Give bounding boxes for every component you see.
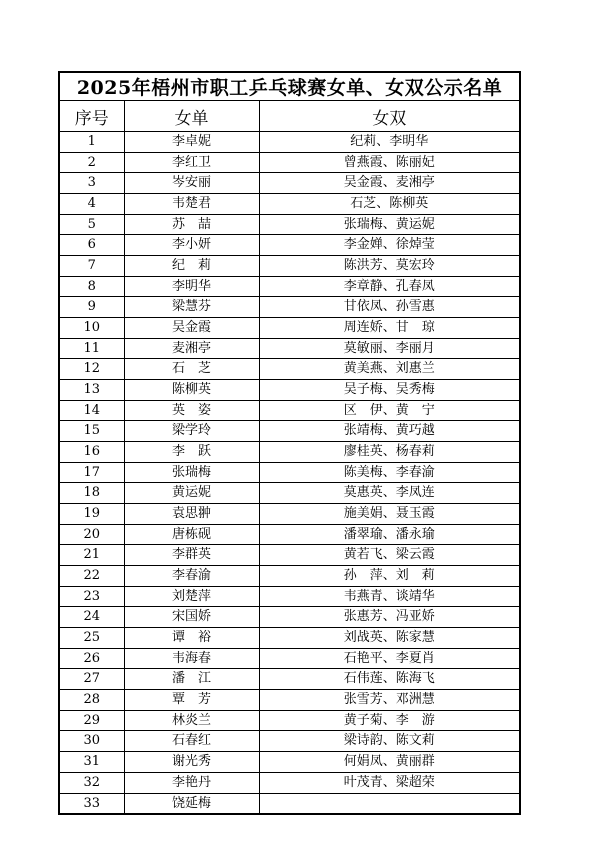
- doubles-pair: 梁诗韵、陈文莉: [259, 731, 520, 752]
- singles-name: 李群英: [124, 545, 259, 566]
- singles-name: 韦楚君: [124, 194, 259, 215]
- row-number: 7: [59, 256, 124, 277]
- doubles-pair: 叶茂青、梁超荣: [259, 772, 520, 793]
- row-number: 8: [59, 276, 124, 297]
- singles-name: 麦湘亭: [124, 338, 259, 359]
- table-row: [59, 504, 520, 525]
- row-number: 10: [59, 318, 124, 339]
- table-row: [59, 297, 520, 318]
- table-row: [59, 648, 520, 669]
- table-row: [59, 152, 520, 173]
- row-number: 22: [59, 566, 124, 587]
- doubles-pair: 吴金霞、麦湘亭: [259, 173, 520, 194]
- doubles-pair: 黄子菊、李 游: [259, 710, 520, 731]
- row-number: 1: [59, 132, 124, 153]
- table-title-row: [59, 72, 520, 101]
- table-row: [59, 421, 520, 442]
- doubles-pair: 施美娟、聂玉霞: [259, 504, 520, 525]
- doubles-pair: 莫惠英、李凤连: [259, 483, 520, 504]
- row-number: 6: [59, 235, 124, 256]
- singles-name: 潘 江: [124, 669, 259, 690]
- doubles-pair: 廖桂英、杨春莉: [259, 442, 520, 463]
- doubles-pair: 区 伊、黄 宁: [259, 400, 520, 421]
- row-number: 29: [59, 710, 124, 731]
- doubles-pair: 周连娇、甘 琼: [259, 318, 520, 339]
- table-row: [59, 586, 520, 607]
- table-row: [59, 442, 520, 463]
- singles-name: 石 芝: [124, 359, 259, 380]
- doubles-pair: 张靖梅、黄巧越: [259, 421, 520, 442]
- doubles-pair: 张惠芳、冯亚娇: [259, 607, 520, 628]
- doubles-pair: 甘依凤、孙雪惠: [259, 297, 520, 318]
- table-row: [59, 566, 520, 587]
- row-number: 21: [59, 545, 124, 566]
- doubles-pair: 石芝、陈柳英: [259, 194, 520, 215]
- singles-name: 谭 裕: [124, 628, 259, 649]
- singles-name: 梁慧芬: [124, 297, 259, 318]
- doubles-pair: 张雪芳、邓洲慧: [259, 690, 520, 711]
- table-row: [59, 690, 520, 711]
- doubles-pair: 刘战英、陈家慧: [259, 628, 520, 649]
- singles-name: 黄运妮: [124, 483, 259, 504]
- doubles-pair: 纪莉、李明华: [259, 132, 520, 153]
- table-row: [59, 132, 520, 153]
- row-number: 12: [59, 359, 124, 380]
- singles-name: 林炎兰: [124, 710, 259, 731]
- row-number: 18: [59, 483, 124, 504]
- doubles-pair: 潘翠瑜、潘永瑜: [259, 524, 520, 545]
- doubles-pair: 吴子梅、吴秀梅: [259, 380, 520, 401]
- row-number: 28: [59, 690, 124, 711]
- singles-name: 李明华: [124, 276, 259, 297]
- singles-name: 张瑞梅: [124, 462, 259, 483]
- doubles-pair: [259, 793, 520, 814]
- doubles-pair: 黄美燕、刘惠兰: [259, 359, 520, 380]
- table-row: [59, 256, 520, 277]
- table-row: [59, 628, 520, 649]
- singles-name: 苏 喆: [124, 214, 259, 235]
- row-number: 27: [59, 669, 124, 690]
- row-number: 24: [59, 607, 124, 628]
- singles-name: 韦海春: [124, 648, 259, 669]
- roster-table: [58, 71, 521, 815]
- row-number: 4: [59, 194, 124, 215]
- doubles-pair: 张瑞梅、黄运妮: [259, 214, 520, 235]
- row-number: 13: [59, 380, 124, 401]
- table-row: [59, 669, 520, 690]
- singles-name: 李艳丹: [124, 772, 259, 793]
- table-row: [59, 338, 520, 359]
- table-row: [59, 276, 520, 297]
- row-number: 14: [59, 400, 124, 421]
- row-number: 26: [59, 648, 124, 669]
- singles-name: 宋国娇: [124, 607, 259, 628]
- row-number: 15: [59, 421, 124, 442]
- doubles-pair: 石伟莲、陈海飞: [259, 669, 520, 690]
- doubles-pair: 李金婵、徐焯莹: [259, 235, 520, 256]
- singles-name: 李卓妮: [124, 132, 259, 153]
- row-number: 19: [59, 504, 124, 525]
- doubles-pair: 陈美梅、李春渝: [259, 462, 520, 483]
- row-number: 33: [59, 793, 124, 814]
- doubles-pair: 何娟凤、黄丽群: [259, 752, 520, 773]
- table-title: 2025年梧州市职工乒乓球赛女单、女双公示名单: [59, 72, 520, 101]
- column-header-doubles: 女双: [259, 101, 520, 132]
- singles-name: 李红卫: [124, 152, 259, 173]
- doubles-pair: 莫敏丽、李丽月: [259, 338, 520, 359]
- table-row: [59, 194, 520, 215]
- row-number: 11: [59, 338, 124, 359]
- singles-name: 石春红: [124, 731, 259, 752]
- doubles-pair: 陈洪芳、莫宏玲: [259, 256, 520, 277]
- row-number: 23: [59, 586, 124, 607]
- table-row: [59, 462, 520, 483]
- table-row: [59, 483, 520, 504]
- roster-rows: [59, 132, 520, 815]
- doubles-pair: 韦燕青、谈靖华: [259, 586, 520, 607]
- row-number: 3: [59, 173, 124, 194]
- singles-name: 袁思翀: [124, 504, 259, 525]
- row-number: 17: [59, 462, 124, 483]
- doubles-pair: 黄若飞、梁云霞: [259, 545, 520, 566]
- doubles-pair: 曾燕霞、陈丽妃: [259, 152, 520, 173]
- table-row: [59, 752, 520, 773]
- singles-name: 李春渝: [124, 566, 259, 587]
- table-row: [59, 731, 520, 752]
- singles-name: 纪 莉: [124, 256, 259, 277]
- table-row: [59, 710, 520, 731]
- row-number: 32: [59, 772, 124, 793]
- singles-name: 岑安丽: [124, 173, 259, 194]
- table-row: [59, 318, 520, 339]
- table-row: [59, 359, 520, 380]
- row-number: 2: [59, 152, 124, 173]
- table-row: [59, 380, 520, 401]
- singles-name: 李 跃: [124, 442, 259, 463]
- doubles-pair: 李章静、孔春凤: [259, 276, 520, 297]
- table-row: [59, 173, 520, 194]
- column-header-no: 序号: [59, 101, 124, 132]
- singles-name: 覃 芳: [124, 690, 259, 711]
- row-number: 25: [59, 628, 124, 649]
- row-number: 16: [59, 442, 124, 463]
- row-number: 31: [59, 752, 124, 773]
- singles-name: 陈柳英: [124, 380, 259, 401]
- table-row: [59, 400, 520, 421]
- table-row: [59, 524, 520, 545]
- column-header-singles: 女单: [124, 101, 259, 132]
- singles-name: 刘楚萍: [124, 586, 259, 607]
- table-row: [59, 793, 520, 814]
- table-row: [59, 235, 520, 256]
- singles-name: 梁学玲: [124, 421, 259, 442]
- table-row: [59, 214, 520, 235]
- doubles-pair: 石艳平、李夏肖: [259, 648, 520, 669]
- table-header-row: [59, 101, 520, 132]
- singles-name: 唐栋砚: [124, 524, 259, 545]
- singles-name: 谢光秀: [124, 752, 259, 773]
- singles-name: 吴金霞: [124, 318, 259, 339]
- singles-name: 李小妍: [124, 235, 259, 256]
- row-number: 5: [59, 214, 124, 235]
- singles-name: 饶延梅: [124, 793, 259, 814]
- table-row: [59, 772, 520, 793]
- table-row: [59, 607, 520, 628]
- row-number: 30: [59, 731, 124, 752]
- table-row: [59, 545, 520, 566]
- row-number: 9: [59, 297, 124, 318]
- row-number: 20: [59, 524, 124, 545]
- singles-name: 英 姿: [124, 400, 259, 421]
- doubles-pair: 孙 萍、刘 莉: [259, 566, 520, 587]
